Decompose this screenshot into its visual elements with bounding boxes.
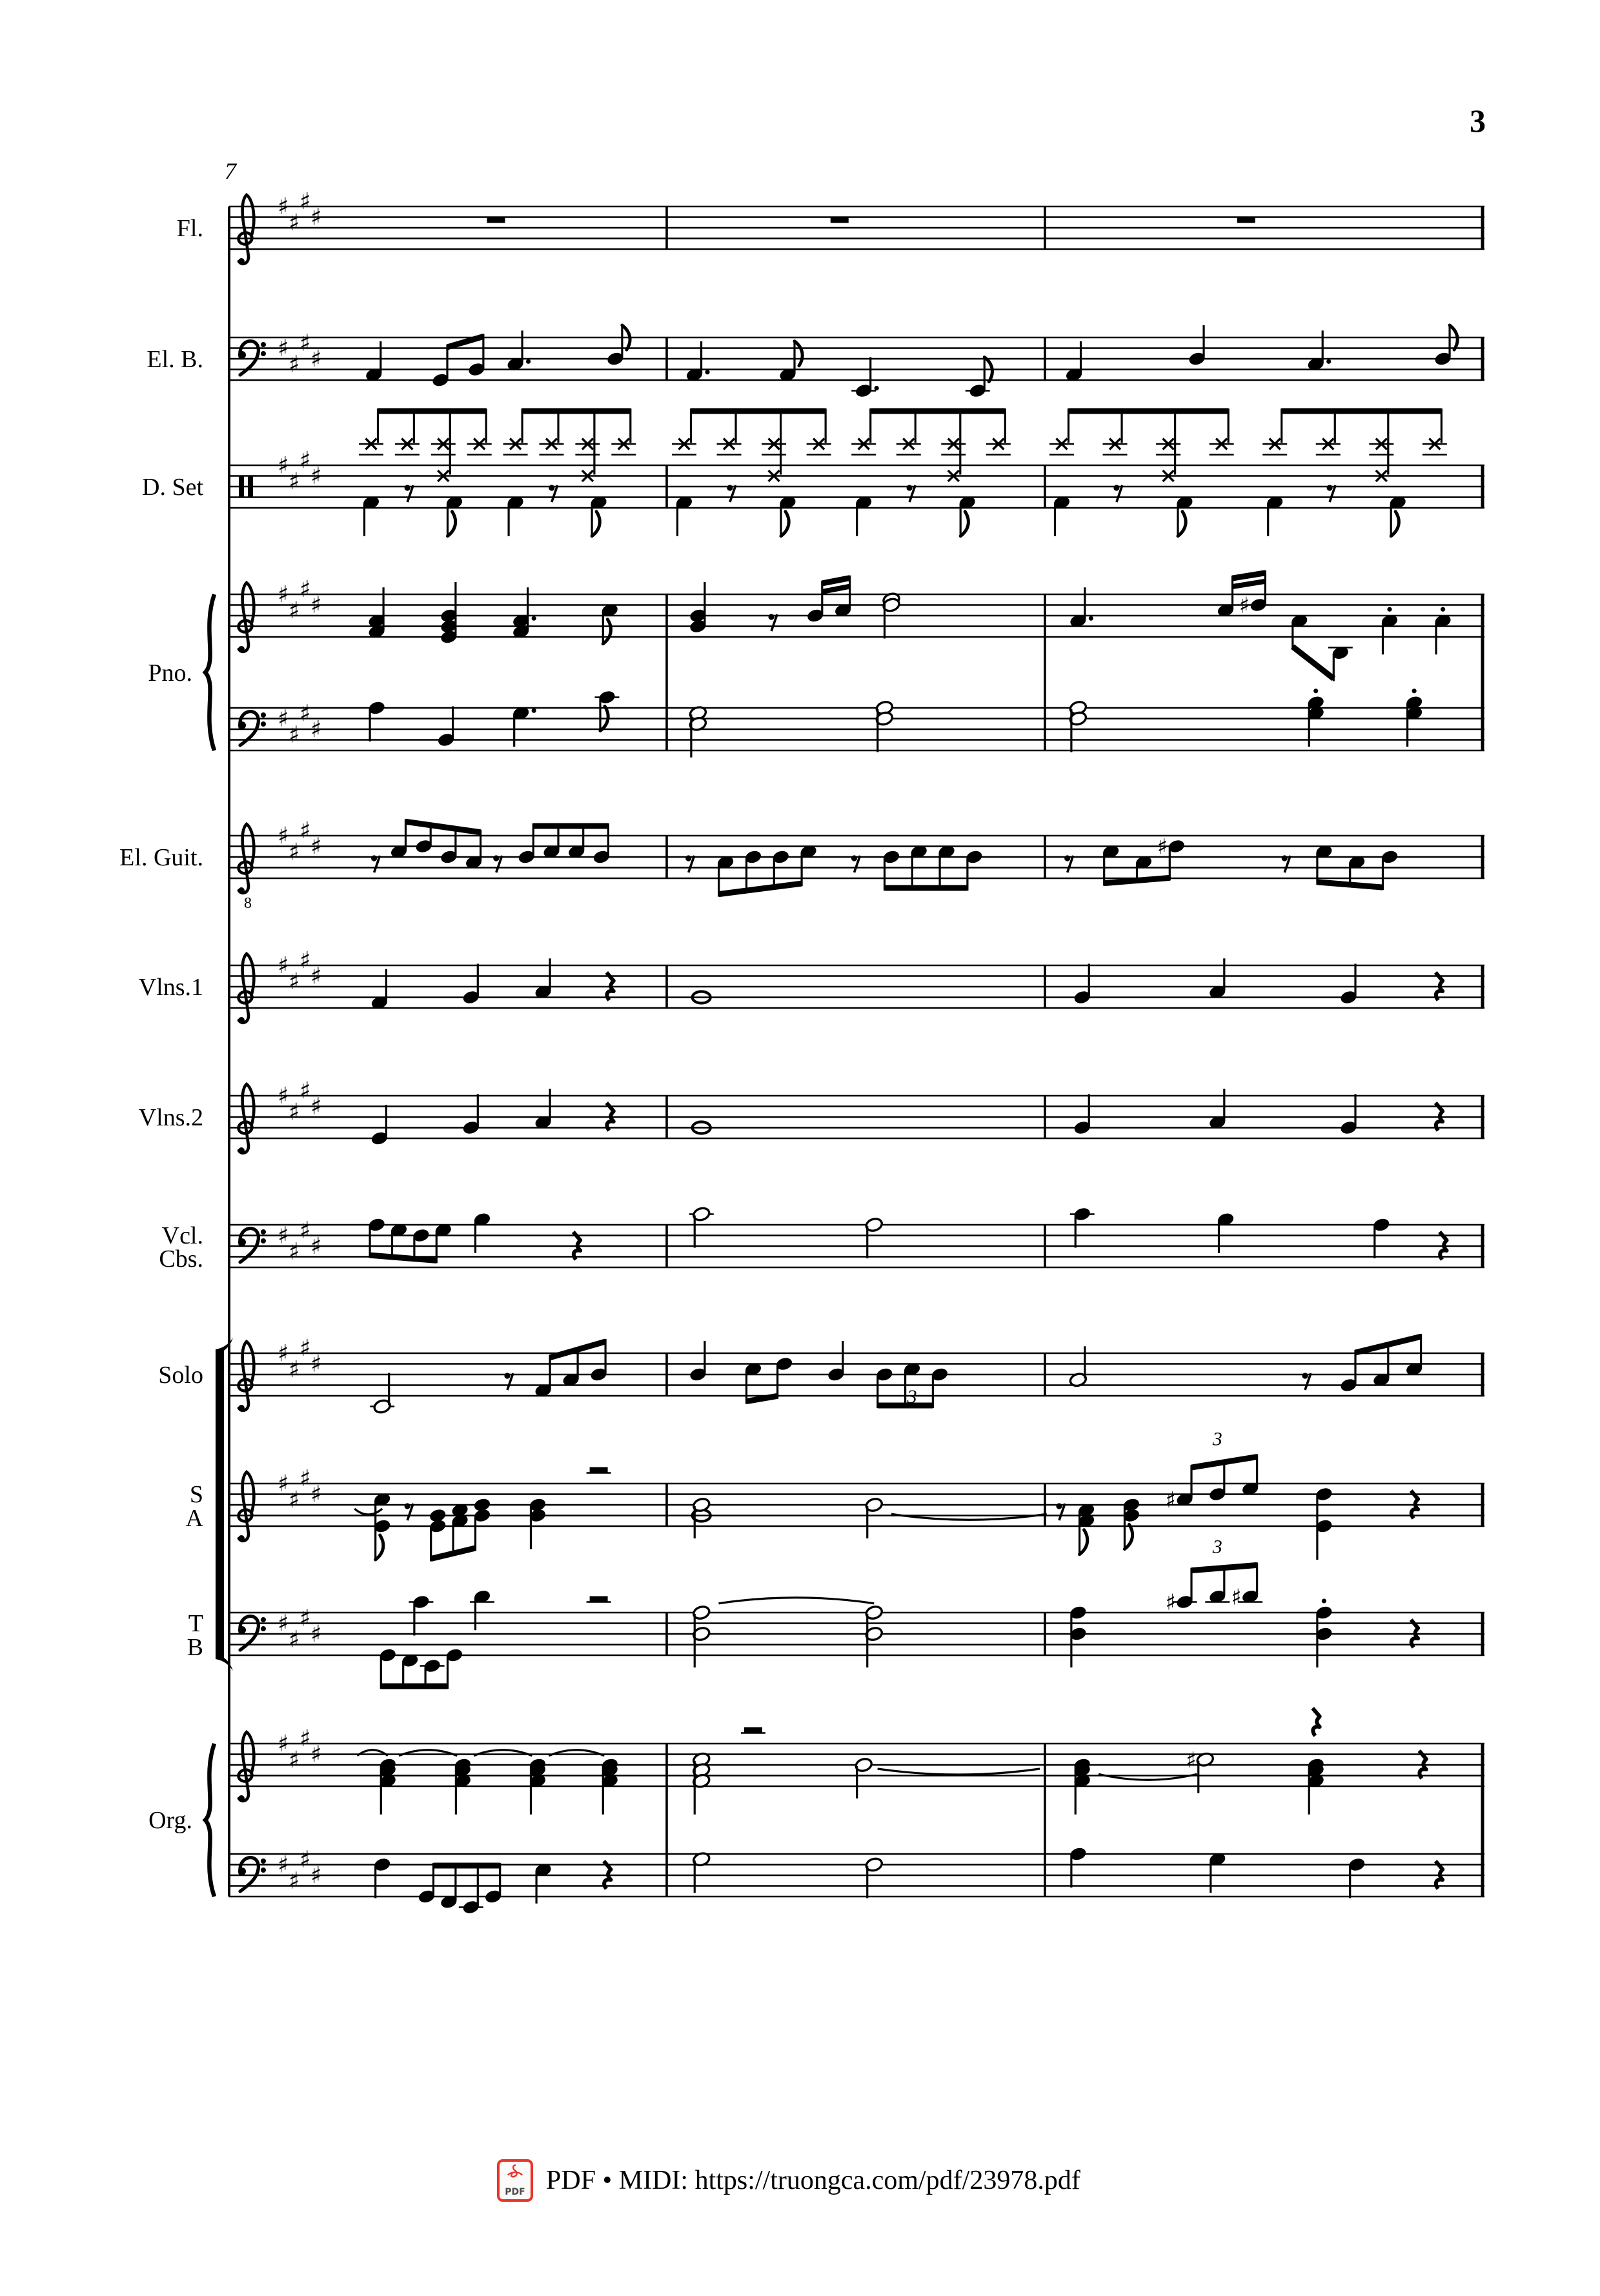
instrument-label-sa-1: A [185,1505,203,1532]
staff-pno2 [229,689,1484,758]
staff-org2 [229,1846,1484,1915]
svg-text:♯: ♯ [310,963,322,990]
staff-pno1 [229,570,1484,681]
svg-text:♯: ♯ [278,1222,289,1249]
instrument-label-fl: Fl. [176,215,203,242]
measure-number: 7 [225,158,236,184]
svg-text:♯: ♯ [289,1626,300,1653]
svg-text:♯: ♯ [310,592,322,619]
staff-elb [147,325,1484,399]
footer-link[interactable]: PDF • MIDI: https://truongca.com/pdf/23978.pdf [546,2166,1080,2195]
svg-text:♯: ♯ [299,1846,311,1873]
svg-text:♯: ♯ [299,447,311,474]
instrument-label-vcl: Vcl. [161,1222,203,1249]
svg-text:♯: ♯ [289,1238,300,1265]
svg-text:8: 8 [244,895,252,912]
svg-text:♯: ♯ [289,209,300,236]
staff-sa [186,1428,1484,1561]
instrument-label-vlns2: Vlns.2 [138,1104,203,1131]
svg-text:♯: ♯ [310,346,322,372]
svg-text:♯: ♯ [1239,592,1250,619]
svg-text:♯: ♯ [278,194,289,220]
staff-vcl [159,1206,1484,1273]
instrument-label-elb: El. B. [147,346,203,373]
svg-text:♯: ♯ [299,947,311,974]
svg-text:♯: ♯ [278,823,289,849]
instrument-label-tb-1: B [187,1634,203,1661]
svg-text:♯: ♯ [310,1741,322,1768]
svg-text:♯: ♯ [278,335,289,362]
staff-fl [177,188,1484,265]
svg-text:♯: ♯ [1157,834,1168,860]
staff-solo [158,1334,1484,1414]
pdf-icon-label: PDF [505,2187,525,2197]
group-label-org: Org. [148,1807,192,1834]
svg-text:♯: ♯ [299,700,311,727]
staff-tb [187,1536,1484,1689]
page-number: 3 [1470,103,1486,139]
svg-text:♯: ♯ [1186,1747,1197,1773]
svg-text:♯: ♯ [278,1471,289,1497]
instrument-label-vcl-1: Cbs. [159,1245,203,1273]
svg-text:♯: ♯ [278,1083,289,1109]
svg-text:♯: ♯ [289,468,300,495]
svg-text:♯: ♯ [289,1486,300,1513]
instrument-label-tb: T [188,1610,203,1637]
svg-text:♯: ♯ [289,1356,300,1383]
instrument-label-elguit: El. Guit. [119,844,203,871]
svg-text:♯: ♯ [299,1334,311,1362]
staff-org1 [229,1708,1484,1815]
instrument-label-solo: Solo [158,1362,203,1389]
svg-text:♯: ♯ [310,1093,322,1120]
svg-text:♯: ♯ [310,463,322,490]
svg-text:♯: ♯ [278,1851,289,1878]
svg-text:♯: ♯ [1165,1589,1176,1616]
svg-text:♯: ♯ [278,705,289,732]
svg-text:♯: ♯ [299,188,311,215]
group-org [148,1744,214,1897]
svg-text:♯: ♯ [1231,1584,1242,1611]
svg-text:♯: ♯ [289,968,300,995]
footer [497,2159,1080,2202]
svg-text:♯: ♯ [289,721,300,749]
pdf-file-icon[interactable] [497,2159,533,2202]
svg-text:♯: ♯ [299,817,311,844]
svg-text:3: 3 [1212,1536,1222,1558]
svg-text:♯: ♯ [278,1610,289,1637]
staff-elguit [119,818,1484,912]
svg-text:♯: ♯ [278,952,289,979]
svg-text:♯: ♯ [289,1098,300,1125]
svg-text:♯: ♯ [299,1077,311,1104]
svg-text:3: 3 [1212,1428,1222,1450]
svg-text:♯: ♯ [289,351,300,378]
svg-text:♯: ♯ [299,330,311,357]
svg-text:♯: ♯ [289,1746,300,1773]
instrument-label-vlns1: Vlns.1 [138,974,203,1001]
staff-vlns1 [139,947,1484,1023]
instrument-label-sa: S [189,1481,203,1508]
svg-text:♯: ♯ [289,1868,300,1895]
svg-text:♯: ♯ [310,1233,322,1260]
instrument-label-dset: D. Set [142,474,203,501]
svg-text:♯: ♯ [310,1862,322,1889]
svg-text:3: 3 [907,1386,917,1407]
svg-text:♯: ♯ [310,204,322,231]
svg-text:♯: ♯ [310,1621,322,1647]
barlines [229,206,1483,1897]
svg-text:♯: ♯ [289,597,300,624]
svg-text:♯: ♯ [278,581,289,608]
acrobat-swirl-icon [506,2164,524,2182]
staff-dset [142,408,1484,536]
svg-text:♯: ♯ [310,1481,322,1508]
svg-text:♯: ♯ [278,1340,289,1367]
staff-vlns2 [139,1078,1484,1154]
svg-text:♯: ♯ [310,1351,322,1378]
svg-text:♯: ♯ [299,576,311,603]
group-pno [148,594,214,750]
group-label-pno: Pno. [148,660,192,687]
svg-text:♯: ♯ [299,1605,311,1632]
svg-text:♯: ♯ [278,452,289,479]
svg-text:♯: ♯ [289,838,300,865]
svg-text:♯: ♯ [1165,1487,1176,1513]
svg-text:♯: ♯ [278,1731,289,1757]
svg-text:♯: ♯ [299,1725,311,1752]
svg-text:♯: ♯ [310,833,322,860]
svg-text:♯: ♯ [299,1217,311,1244]
svg-text:♯: ♯ [299,1465,311,1492]
svg-text:♯: ♯ [310,716,322,743]
